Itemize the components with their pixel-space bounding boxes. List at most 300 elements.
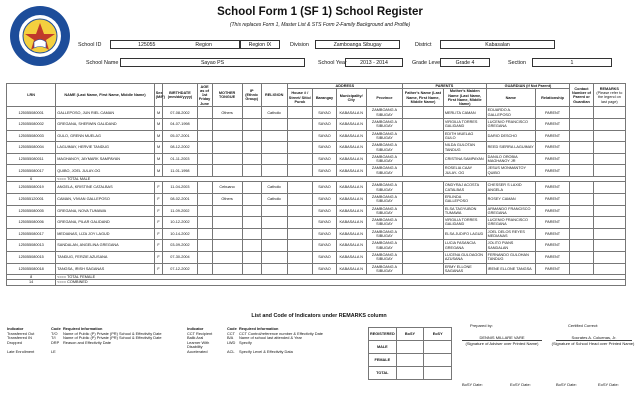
col-barangay: Barangay bbox=[313, 89, 337, 107]
table-cell: JOLITO PIANS SANDALAN bbox=[486, 240, 535, 252]
table-cell bbox=[197, 251, 212, 263]
table-cell: GALLEPOSO, JUN RIEL CAMAN bbox=[56, 107, 155, 119]
table-cell: LUCIA FASANCIA GREGANA bbox=[443, 240, 486, 252]
prepared-caption: (Signature of Adviser over Printed Name) bbox=[465, 341, 539, 346]
table-cell: KABASALA N bbox=[336, 153, 366, 165]
table-cell: Others bbox=[212, 107, 242, 119]
table-cell bbox=[197, 165, 212, 177]
table-cell: KABASALA N bbox=[336, 228, 366, 240]
table-cell bbox=[197, 193, 212, 205]
table-cell: 07-30-2004 bbox=[163, 251, 197, 263]
table-cell: ELSA TAGYUBON TUMAWA bbox=[443, 205, 486, 217]
total-count: 6 bbox=[7, 177, 56, 182]
table-cell bbox=[287, 130, 313, 142]
division-label: Division bbox=[290, 42, 309, 48]
table-cell bbox=[287, 119, 313, 131]
district-label: District bbox=[415, 42, 432, 48]
table-cell: 125055080013 bbox=[7, 240, 56, 252]
table-cell bbox=[261, 142, 287, 154]
table-cell bbox=[261, 165, 287, 177]
table-cell bbox=[403, 251, 444, 263]
table-cell: ZAMBOANG A SIBUGAY bbox=[366, 165, 402, 177]
table-cell: CHESSER S LAXID ANGELA bbox=[486, 182, 535, 194]
table-cell: 03-09-2002 bbox=[163, 240, 197, 252]
table-cell: EDITH MUELAG GULO bbox=[443, 130, 486, 142]
section-label: Section bbox=[508, 60, 526, 66]
table-cell bbox=[593, 107, 625, 119]
table-cell: LUCENIO FRANCISCO GREGANA bbox=[486, 119, 535, 131]
table-cell bbox=[593, 142, 625, 154]
table-cell bbox=[593, 193, 625, 205]
table-cell: 125055080006 bbox=[7, 217, 56, 229]
table-cell: KABASALA N bbox=[336, 130, 366, 142]
table-cell bbox=[261, 251, 287, 263]
table-cell: Catholic bbox=[261, 193, 287, 205]
table-cell bbox=[593, 153, 625, 165]
table-cell: 125055080005 bbox=[7, 205, 56, 217]
form-subtitle: (This replaces Form 1, Master List & STS Form 2-Family Background and Profile) bbox=[229, 22, 411, 28]
table-cell bbox=[287, 107, 313, 119]
table-cell: ZAMBOANG A SIBUGAY bbox=[366, 263, 402, 275]
codes-header: Required Information bbox=[63, 326, 103, 331]
codes-row bbox=[6, 341, 366, 350]
table-cell bbox=[570, 107, 594, 119]
table-cell: PARENT bbox=[535, 182, 569, 194]
table-cell: PARENT bbox=[535, 153, 569, 165]
summary-header: BoSY bbox=[396, 328, 424, 341]
codes-cell: Balik Aral bbox=[187, 335, 204, 341]
table-row bbox=[7, 119, 626, 131]
table-cell bbox=[242, 165, 261, 177]
table-cell: Catholic bbox=[261, 107, 287, 119]
col-remarks bbox=[593, 84, 625, 107]
table-cell bbox=[403, 217, 444, 229]
table-cell: KABASALA N bbox=[336, 182, 366, 194]
table-cell bbox=[287, 240, 313, 252]
table-cell: 10-12-2002 bbox=[163, 217, 197, 229]
table-cell: KABASALA N bbox=[336, 263, 366, 275]
certified-name: Socrates A. Coluenas, Jr. bbox=[556, 335, 632, 341]
table-cell: PARENT bbox=[535, 263, 569, 275]
table-cell bbox=[242, 107, 261, 119]
bosy-date-head: BoSY Date: bbox=[556, 382, 577, 387]
table-cell: PARENT bbox=[535, 107, 569, 119]
table-row bbox=[7, 153, 626, 165]
table-cell bbox=[403, 119, 444, 131]
summary-row bbox=[369, 354, 452, 367]
table-cell bbox=[287, 193, 313, 205]
col-sex: Sex (M/F) bbox=[154, 84, 163, 107]
table-cell bbox=[212, 217, 242, 229]
table-cell: REED SIERRA LAGUIMAY bbox=[486, 142, 535, 154]
table-cell: 125055080015 bbox=[7, 251, 56, 263]
table-cell bbox=[570, 205, 594, 217]
school-id-label: School ID bbox=[78, 42, 102, 48]
table-cell: DANILO OROBIA MAGHANOY JR bbox=[486, 153, 535, 165]
table-cell: ZAMBOANG A SIBUGAY bbox=[366, 251, 402, 263]
eosy-date-adviser: EoSY Date: bbox=[510, 382, 531, 387]
table-cell bbox=[261, 153, 287, 165]
table-cell bbox=[287, 142, 313, 154]
table-cell: VIRGILIA TORRES GALIDAND bbox=[443, 217, 486, 229]
codes-cell: CCT bbox=[227, 330, 235, 336]
table-cell: Catholic bbox=[261, 182, 287, 194]
table-cell bbox=[570, 119, 594, 131]
table-cell: KABASALA N bbox=[336, 217, 366, 229]
table-cell: F bbox=[154, 182, 163, 194]
table-row bbox=[7, 193, 626, 205]
table-cell: PARENT bbox=[535, 119, 569, 131]
table-cell bbox=[261, 240, 287, 252]
col-house: House # / Street/ Sitio/ Purok bbox=[287, 89, 313, 107]
table-cell: QUIBO, JOEL JULAY-OG bbox=[56, 165, 155, 177]
codes-cell: B/A bbox=[227, 335, 234, 341]
eosy-date-head: EoSY Date: bbox=[598, 382, 619, 387]
table-cell: PARENT bbox=[535, 251, 569, 263]
table-cell: DARIO DESCHO bbox=[486, 130, 535, 142]
table-cell: ROSEY CAMAN bbox=[486, 193, 535, 205]
table-cell: PARENT bbox=[535, 217, 569, 229]
table-cell: SAYAO bbox=[313, 153, 337, 165]
table-cell bbox=[570, 263, 594, 275]
school-year-field: 2013 - 2014 bbox=[345, 58, 403, 67]
codes-cell: Accelerated bbox=[187, 348, 208, 354]
table-cell bbox=[242, 240, 261, 252]
codes-cell: Name of Public (P) Private (PR) School & Effectivity Date bbox=[63, 330, 162, 336]
table-cell: 125055080003 bbox=[7, 130, 56, 142]
table-cell: KABASALA N bbox=[336, 107, 366, 119]
table-cell: PARENT bbox=[535, 193, 569, 205]
table-cell bbox=[403, 153, 444, 165]
codes-cell: CCT Recipient bbox=[187, 330, 213, 336]
table-cell: SAYAO bbox=[313, 182, 337, 194]
table-cell: SAYAO bbox=[313, 205, 337, 217]
table-cell: 125055080011 bbox=[7, 153, 56, 165]
table-cell bbox=[593, 251, 625, 263]
codes-cell: Transferred IN bbox=[7, 335, 32, 341]
table-cell bbox=[403, 107, 444, 119]
table-cell: F bbox=[154, 217, 163, 229]
school-name-label: School Name bbox=[86, 60, 119, 66]
summary-cell bbox=[396, 354, 424, 367]
table-cell: KABASALA N bbox=[336, 119, 366, 131]
table-cell bbox=[212, 228, 242, 240]
table-cell bbox=[242, 182, 261, 194]
table-cell: ERLINDA GALLEPOSO bbox=[443, 193, 486, 205]
table-cell: GREGANA, PILAR GALIDAND bbox=[56, 217, 155, 229]
prepared-name: DENNIS MILLARE VARE bbox=[462, 335, 542, 341]
codes-cell: CCT Control/reference number & Effectivity Date bbox=[239, 330, 323, 336]
table-cell bbox=[570, 193, 594, 205]
summary-row bbox=[369, 367, 452, 380]
table-cell: PARENT bbox=[535, 142, 569, 154]
table-cell: 11-01-1998 bbox=[163, 165, 197, 177]
table-cell: F bbox=[154, 205, 163, 217]
table-cell bbox=[287, 153, 313, 165]
table-cell: GREGANA, SHERWIN GALIDAND bbox=[56, 119, 155, 131]
table-cell bbox=[570, 217, 594, 229]
col-remarks-sub: (Please refer to the legend on last page) bbox=[596, 90, 623, 104]
table-cell bbox=[197, 240, 212, 252]
codes-cell: Reason and Effectivity Date bbox=[63, 339, 111, 345]
table-cell bbox=[212, 119, 242, 131]
col-mother: Mother's Maiden Name (Last Name, First Name, Middle Name) bbox=[443, 89, 486, 107]
col-guardian-name: Name bbox=[486, 89, 535, 107]
codes-header: Code bbox=[227, 326, 237, 331]
table-cell bbox=[261, 217, 287, 229]
table-cell bbox=[570, 165, 594, 177]
col-contact: Contact Number of Parent or Guardian bbox=[570, 84, 594, 107]
table-row bbox=[7, 263, 626, 275]
table-cell bbox=[242, 263, 261, 275]
table-row bbox=[7, 251, 626, 263]
codes-cell: Transferred Out bbox=[7, 330, 35, 336]
table-cell: 08-12-2002 bbox=[163, 142, 197, 154]
school-id-value: 125055 bbox=[138, 41, 156, 48]
table-cell: PARENT bbox=[535, 165, 569, 177]
col-address: ADDRESS bbox=[287, 84, 403, 89]
table-cell bbox=[212, 165, 242, 177]
table-cell: MAGHANOY, JAYMARK SAMPAYAN bbox=[56, 153, 155, 165]
form-title: School Form 1 (SF 1) School Register bbox=[217, 6, 423, 18]
table-cell bbox=[403, 205, 444, 217]
table-cell: ELSA JUDIFO LAGUD bbox=[443, 228, 486, 240]
table-cell bbox=[403, 240, 444, 252]
table-cell bbox=[197, 130, 212, 142]
table-cell: ZAMBOANG A SIBUGAY bbox=[366, 205, 402, 217]
table-cell: 07-08-2002 bbox=[163, 107, 197, 119]
total-count: 8 bbox=[7, 275, 56, 280]
table-cell bbox=[403, 228, 444, 240]
table-cell: SANDALAN, ANGELINA GREGANA bbox=[56, 240, 155, 252]
summary-label: MALE bbox=[369, 341, 397, 354]
codes-cell: Late Enrollment bbox=[7, 348, 35, 354]
table-cell: PARENT bbox=[535, 228, 569, 240]
col-guardian: GUARDIAN (if Not Parent) bbox=[486, 84, 570, 89]
summary-cell bbox=[424, 367, 452, 380]
table-row bbox=[7, 107, 626, 119]
table-cell: PARENT bbox=[535, 130, 569, 142]
table-cell: SAYAO bbox=[313, 193, 337, 205]
table-cell: 11-04-2003 bbox=[163, 182, 197, 194]
table-cell: M bbox=[154, 153, 163, 165]
table-cell: 08-02-2001 bbox=[163, 193, 197, 205]
table-cell: GREGANA, NOVA TUMAWA bbox=[56, 205, 155, 217]
table-cell: 125055080017 bbox=[7, 165, 56, 177]
table-cell: SAYAO bbox=[313, 228, 337, 240]
table-cell: 125055080019 bbox=[7, 182, 56, 194]
table-row bbox=[7, 182, 626, 194]
grade-level-field: Grade 4 bbox=[440, 58, 490, 67]
table-cell: TANGSA, IRISH SAGANAS bbox=[56, 263, 155, 275]
table-cell: ANGELA, KRISTINE CATALBAS bbox=[56, 182, 155, 194]
codes-cell: LE bbox=[51, 348, 56, 354]
table-row bbox=[7, 217, 626, 229]
table-cell bbox=[593, 182, 625, 194]
table-cell: M bbox=[154, 107, 163, 119]
table-cell bbox=[197, 107, 212, 119]
table-cell: SAYAO bbox=[313, 119, 337, 131]
total-label: <=== TOTAL MALE bbox=[56, 177, 626, 182]
codes-cell: ACL bbox=[227, 348, 235, 354]
table-cell bbox=[197, 142, 212, 154]
table-cell bbox=[570, 251, 594, 263]
table-cell: EDUARDO A. GALLEPOSO bbox=[486, 107, 535, 119]
col-birthdate: BIRTHDATE (mm/dd/yyyy) bbox=[163, 84, 197, 107]
district-field: Kabasalan bbox=[440, 40, 555, 49]
table-cell: CRISTINA SAMPAYAN bbox=[443, 153, 486, 165]
summary-cell bbox=[396, 367, 424, 380]
table-cell: PARENT bbox=[535, 240, 569, 252]
table-cell bbox=[197, 263, 212, 275]
codes-row bbox=[6, 350, 366, 355]
table-cell bbox=[197, 228, 212, 240]
table-cell: SAYAO bbox=[313, 130, 337, 142]
table-cell: ZAMBOANG A SIBUGAY bbox=[366, 107, 402, 119]
table-cell bbox=[197, 119, 212, 131]
table-cell: MERLITA CAMAN bbox=[443, 107, 486, 119]
table-cell: 125055080001 bbox=[7, 107, 56, 119]
col-mother-tongue: MOTHER TONGUE bbox=[212, 84, 242, 107]
table-cell bbox=[593, 240, 625, 252]
table-cell bbox=[212, 205, 242, 217]
table-cell: F bbox=[154, 240, 163, 252]
table-cell: SAYAO bbox=[313, 217, 337, 229]
table-cell: MEDIANAS, LIZA JOY LAGUD bbox=[56, 228, 155, 240]
table-cell: GULO, GRENN MUELAG bbox=[56, 130, 155, 142]
table-cell: PARENT bbox=[535, 205, 569, 217]
table-cell bbox=[261, 119, 287, 131]
table-cell: ZAMBOANG A SIBUGAY bbox=[366, 142, 402, 154]
codes-cell: Specify bbox=[239, 339, 252, 345]
summary-header: EoSY bbox=[424, 328, 452, 341]
table-cell: F bbox=[154, 251, 163, 263]
table-cell: 125055080018 bbox=[7, 263, 56, 275]
division-field: Zamboanga Sibugay bbox=[315, 40, 400, 49]
table-cell bbox=[593, 130, 625, 142]
table-cell: F bbox=[154, 263, 163, 275]
table-cell: 125055120001 bbox=[7, 193, 56, 205]
table-cell: SAYAO bbox=[313, 165, 337, 177]
table-cell: LAGUIMAY, HERVIE TANDUG bbox=[56, 142, 155, 154]
table-cell bbox=[570, 228, 594, 240]
table-cell bbox=[287, 205, 313, 217]
col-religion: RELIGION bbox=[261, 84, 287, 107]
table-cell bbox=[242, 205, 261, 217]
table-cell: M bbox=[154, 165, 163, 177]
table-cell: KABASALA N bbox=[336, 240, 366, 252]
table-cell: SAYAO bbox=[313, 263, 337, 275]
bosy-date-adviser: BoSY Date: bbox=[462, 382, 483, 387]
table-cell: KABASALA N bbox=[336, 193, 366, 205]
codes-header: Indicator bbox=[7, 326, 24, 331]
table-cell bbox=[242, 142, 261, 154]
table-cell bbox=[593, 165, 625, 177]
table-cell: JESUS MONMANTOY QUIBO bbox=[486, 165, 535, 177]
table-cell: 125055080004 bbox=[7, 142, 56, 154]
table-cell bbox=[287, 165, 313, 177]
table-cell: KABASALA N bbox=[336, 251, 366, 263]
table-cell: ZAMBOANG A SIBUGAY bbox=[366, 240, 402, 252]
table-cell: 07-12-2002 bbox=[163, 263, 197, 275]
table-cell: 10-14-2002 bbox=[163, 228, 197, 240]
table-cell: LUCENA GULOAGON AZUSANA bbox=[443, 251, 486, 263]
col-municipality: Municipality/ City bbox=[336, 89, 366, 107]
table-cell bbox=[242, 119, 261, 131]
table-cell: F bbox=[154, 193, 163, 205]
codes-cell: T/O bbox=[51, 330, 58, 336]
summary-header-row bbox=[369, 328, 452, 341]
table-cell: 125055080002 bbox=[7, 119, 56, 131]
table-cell bbox=[242, 228, 261, 240]
table-cell: SAYAO bbox=[313, 142, 337, 154]
codes-header: Required Information bbox=[239, 326, 279, 331]
table-cell bbox=[242, 251, 261, 263]
summary-label: TOTAL bbox=[369, 367, 397, 380]
table-row bbox=[7, 228, 626, 240]
school-name-field: Sayao PS bbox=[120, 58, 305, 67]
table-cell bbox=[212, 130, 242, 142]
table-cell: 11-09-2002 bbox=[163, 205, 197, 217]
codes-cell: LWD bbox=[227, 339, 236, 345]
table-row bbox=[7, 165, 626, 177]
table-row bbox=[7, 205, 626, 217]
table-cell: SAYAO bbox=[313, 251, 337, 263]
table-cell: LUCENIO FRANCISCO GREGANA bbox=[486, 217, 535, 229]
region-field: Region IX bbox=[240, 40, 280, 49]
table-cell bbox=[242, 217, 261, 229]
table-cell bbox=[403, 165, 444, 177]
table-cell: ZAMBOANG A SIBUGAY bbox=[366, 130, 402, 142]
certified-caption: (Signature of School Head over Printed Name) bbox=[551, 341, 635, 346]
table-cell: 04-07-1998 bbox=[163, 119, 197, 131]
table-cell: NILDA GULOTAN TANDUG bbox=[443, 142, 486, 154]
codes-cell: Name of Public (P) Private (PR) School & Effectivity Date bbox=[63, 335, 162, 341]
table-cell: ZAMBOANG A SIBUGAY bbox=[366, 182, 402, 194]
table-cell: KABASALA N bbox=[336, 165, 366, 177]
table-cell: CAMAN, VIVIAN GALLEPOSO bbox=[56, 193, 155, 205]
table-cell bbox=[212, 153, 242, 165]
table-cell: KABASALA N bbox=[336, 205, 366, 217]
col-name: NAME (Last Name, First Name, Middle Name) bbox=[56, 84, 155, 107]
table-cell: TANDUG, FERZIE AZUSANA bbox=[56, 251, 155, 263]
table-cell bbox=[197, 217, 212, 229]
table-cell: VIRGILIA TORRES GALIDAND bbox=[443, 119, 486, 131]
table-cell bbox=[287, 263, 313, 275]
table-cell bbox=[593, 263, 625, 275]
col-age: AGE as of 1st Friday June bbox=[198, 84, 211, 106]
table-cell: F bbox=[154, 228, 163, 240]
table-cell bbox=[570, 153, 594, 165]
table-cell: SAYAO bbox=[313, 107, 337, 119]
total-label: <=== TOTAL FEMALE bbox=[56, 275, 626, 280]
table-cell: KABASALA N bbox=[336, 142, 366, 154]
table-cell bbox=[403, 193, 444, 205]
prepared-label: Prepared by: bbox=[470, 323, 493, 328]
table-cell bbox=[403, 142, 444, 154]
table-cell: ZAMBOANG A SIBUGAY bbox=[366, 119, 402, 131]
codes-title: List and Code of Indicators under REMARKS column bbox=[251, 313, 387, 319]
table-cell bbox=[403, 130, 444, 142]
table-cell bbox=[570, 182, 594, 194]
table-cell: 125055080017 bbox=[7, 228, 56, 240]
section-field: 1 bbox=[532, 58, 612, 67]
table-cell: Cebuano bbox=[212, 182, 242, 194]
table-cell: ZAMBOANG A SIBUGAY bbox=[366, 217, 402, 229]
table-cell bbox=[593, 205, 625, 217]
table-cell: ZAMBOANG A SIBUGAY bbox=[366, 228, 402, 240]
codes-cell bbox=[62, 350, 186, 355]
